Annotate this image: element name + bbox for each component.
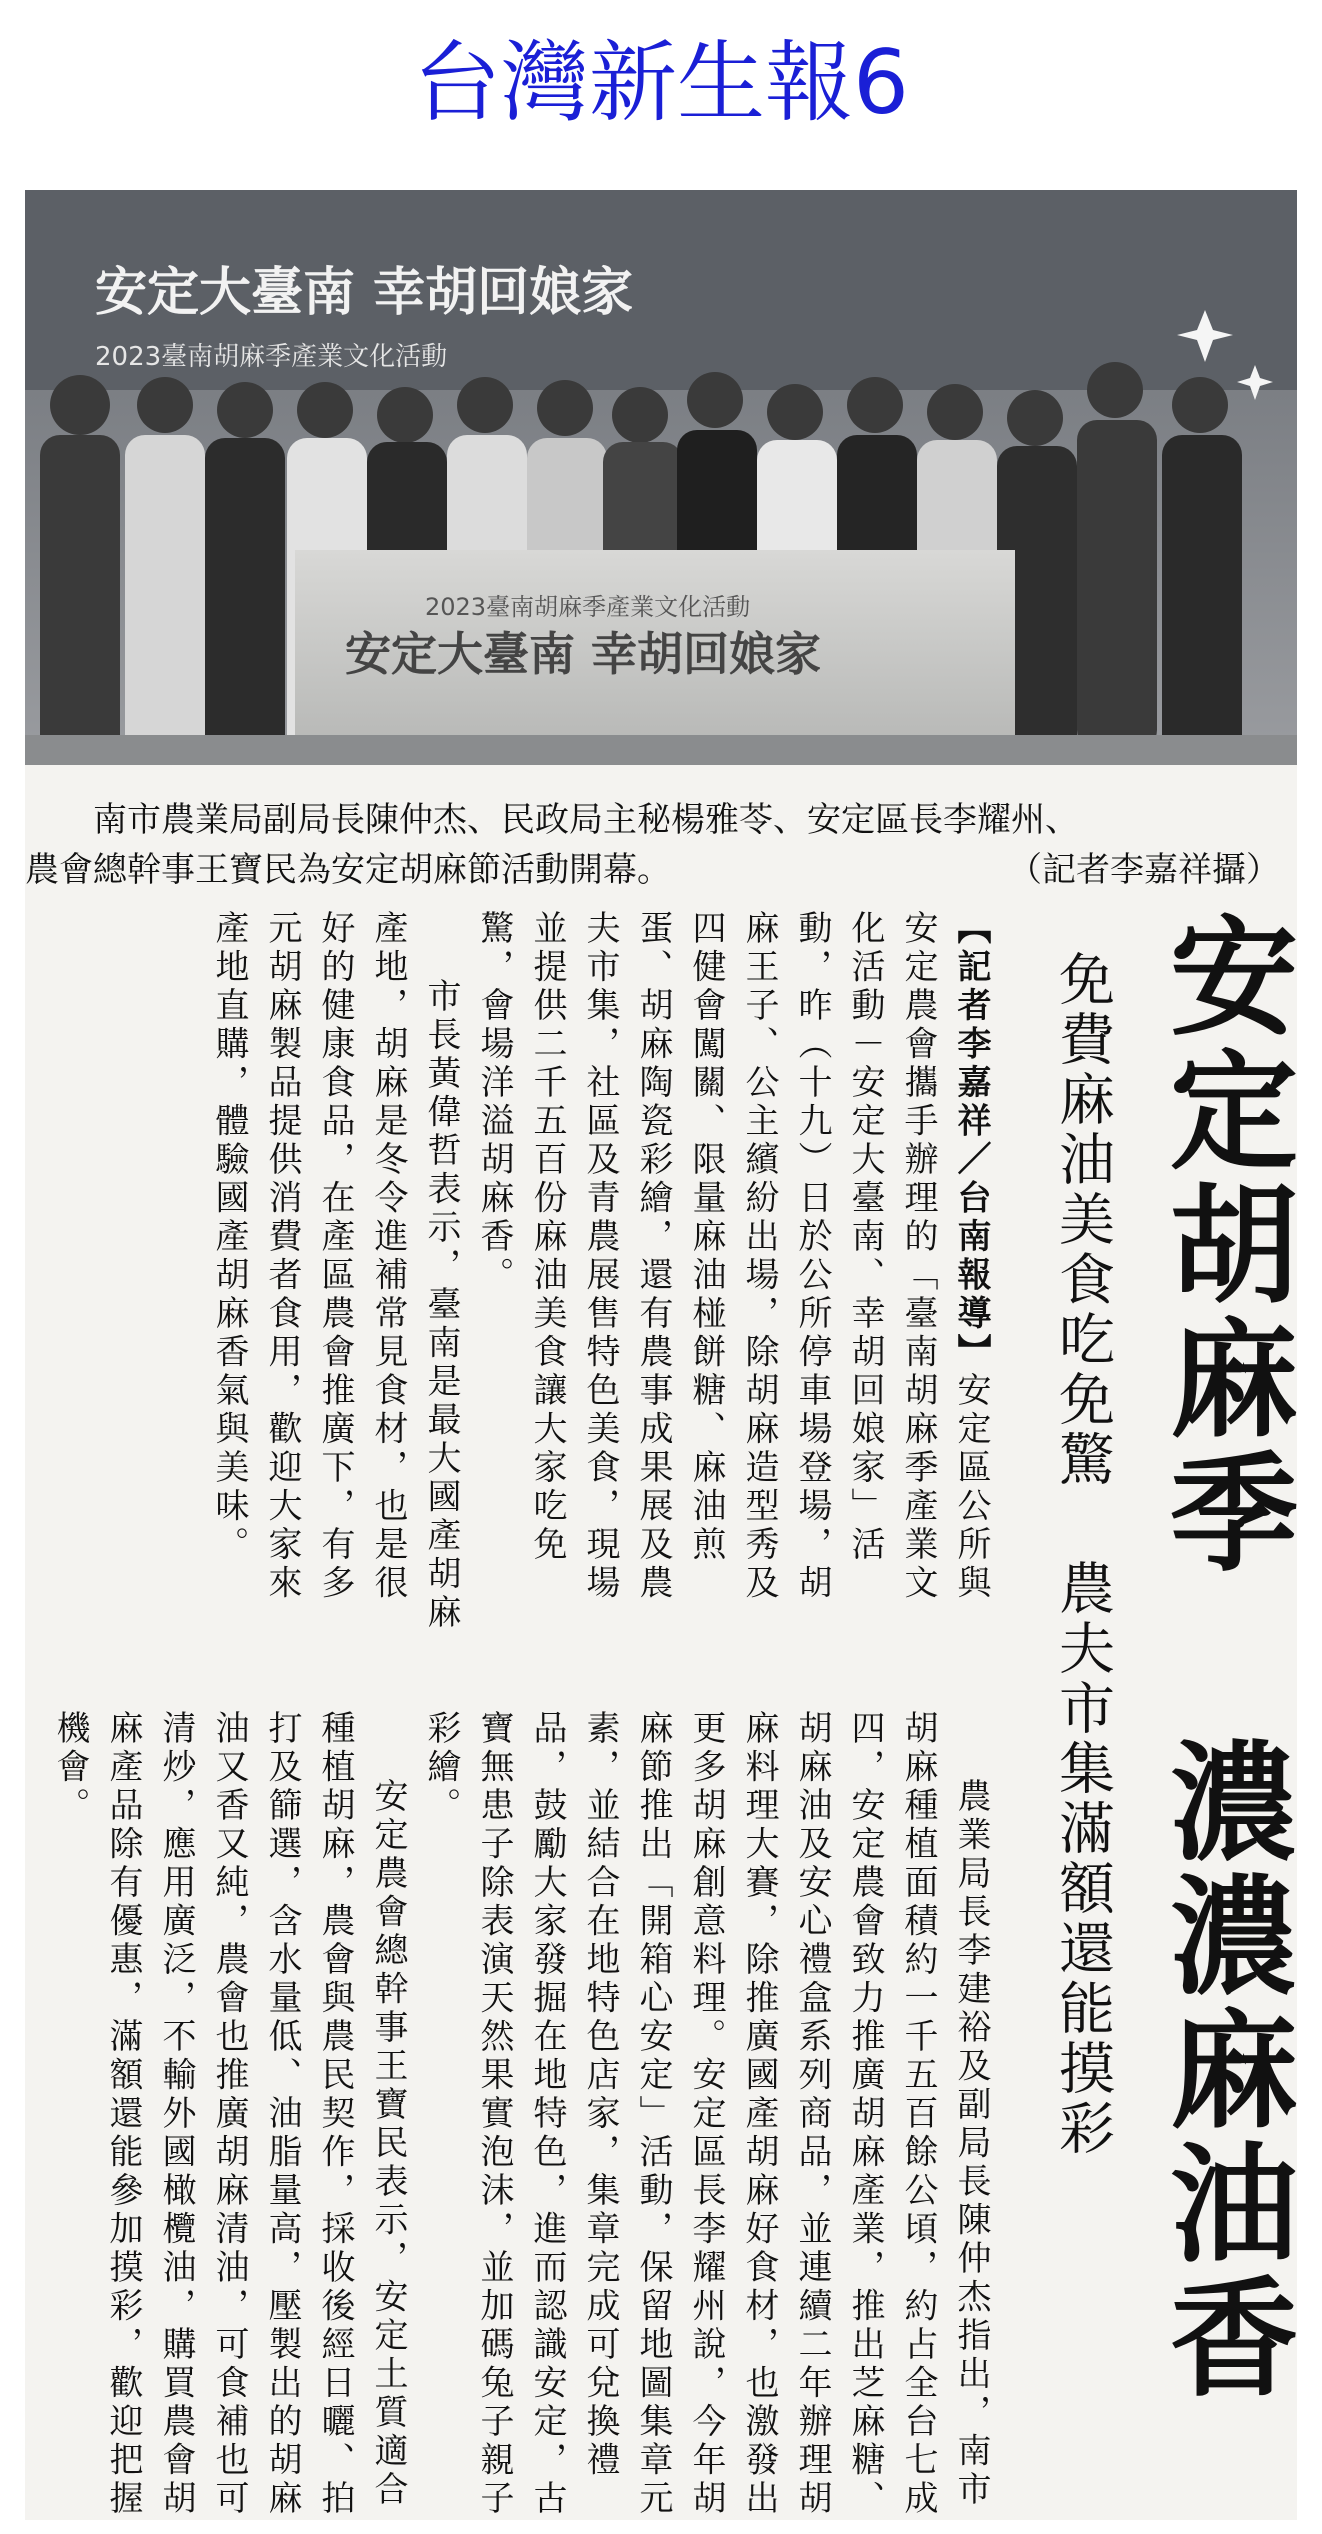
newspaper-source-title: 台灣新生報6 (413, 31, 909, 134)
newspaper-clipping (25, 190, 1297, 2520)
cloth-title: 安定大臺南 幸胡回娘家 (345, 627, 822, 681)
photo-credit: （記者李嘉祥攝） (1008, 850, 1280, 890)
article (25, 910, 1297, 2520)
paragraph-1 (467, 910, 997, 1640)
subheadline: 免費麻油美食吃免驚 農夫市集滿額還能摸彩 (1050, 950, 1115, 2159)
paragraph-4: 安定農會總幹事王寶民表示，安定土質適合種植胡麻，農會與農民契作，採收後經日曬、拍打及篩選，含水量低、油脂量高，壓製出的胡麻油又香又純，農會也推廣胡麻清油，可食補也可清炒，應用廣泛，不輸外國橄欖油，購買農會胡麻產品除有優惠，滿額還能參加摸彩，歡迎把握機會。 (50, 1710, 408, 2519)
paragraph-3: 農業局長李建裕及副局長陳仲杰指出，南市胡麻種植面積約一千五百餘公頃，約占全台七成四，安定農會致力推廣胡麻產業，推出芝麻糖、胡麻油及安心禮盒系列商品，並連續二年辦理胡麻料理大賽，除推廣國產胡麻好食材，也激發出更多胡麻創意料理。安定區長李耀州說，今年胡麻節推出「開箱心安定」活動，保留地圖集章元素，並結合在地特色店家，集章完成可兌換禮品，鼓勵大家發掘在地特色，進而認識安定，古寶無患子除表演天然果實泡沫，並加碼兔子親子彩繪。 (421, 1710, 991, 2519)
article-body-top (22, 910, 997, 1640)
paragraph-2: 市長黃偉哲表示，臺南是最大國產胡麻產地，胡麻是冬令進補常見食材，也是很好的健康食品，在產區農會推廣下，有多元胡麻製品提供消費者食用，歡迎大家來產地直購，體驗國產胡麻香氣與美味。 (209, 910, 461, 1633)
banner-subtitle: 2023臺南胡麻季產業文化活動 (95, 342, 448, 372)
article-body-bottom (22, 1710, 997, 2520)
caption-line-2-text: 農會總幹事王寶民為安定胡麻節活動開幕。 (25, 850, 671, 890)
banner-title: 安定大臺南 幸胡回娘家 (95, 263, 634, 323)
dateline: 【記者李嘉祥／台南報導】 (951, 910, 991, 1372)
cloth-subtitle: 2023臺南胡麻季產業文化活動 (425, 593, 751, 621)
event-photo (25, 190, 1297, 765)
caption-line-2 (25, 845, 1280, 895)
caption-line-1: 南市農業局副局長陳仲杰、民政局主秘楊雅苓、安定區長李耀州、 (93, 800, 1079, 840)
photo-caption (25, 795, 1280, 895)
paragraph-1-text: 安定區公所與安定農會攜手辦理的「臺南胡麻季產業文化活動－安定大臺南、幸胡回娘家」活動，昨（十九）日於公所停車場登場，胡麻王子、公主繽紛出場，除胡麻造型秀及四健會闖關、限量麻油椪餅糖、麻油煎蛋、胡麻陶瓷彩繪，還有農事成果展及農夫市集，社區及青農展售特色美食，現場並提供二千五百份麻油美食讓大家吃免驚，會場洋溢胡麻香。 (474, 910, 991, 1603)
headline: 安定胡麻季 濃濃麻油香 (1148, 910, 1297, 2405)
